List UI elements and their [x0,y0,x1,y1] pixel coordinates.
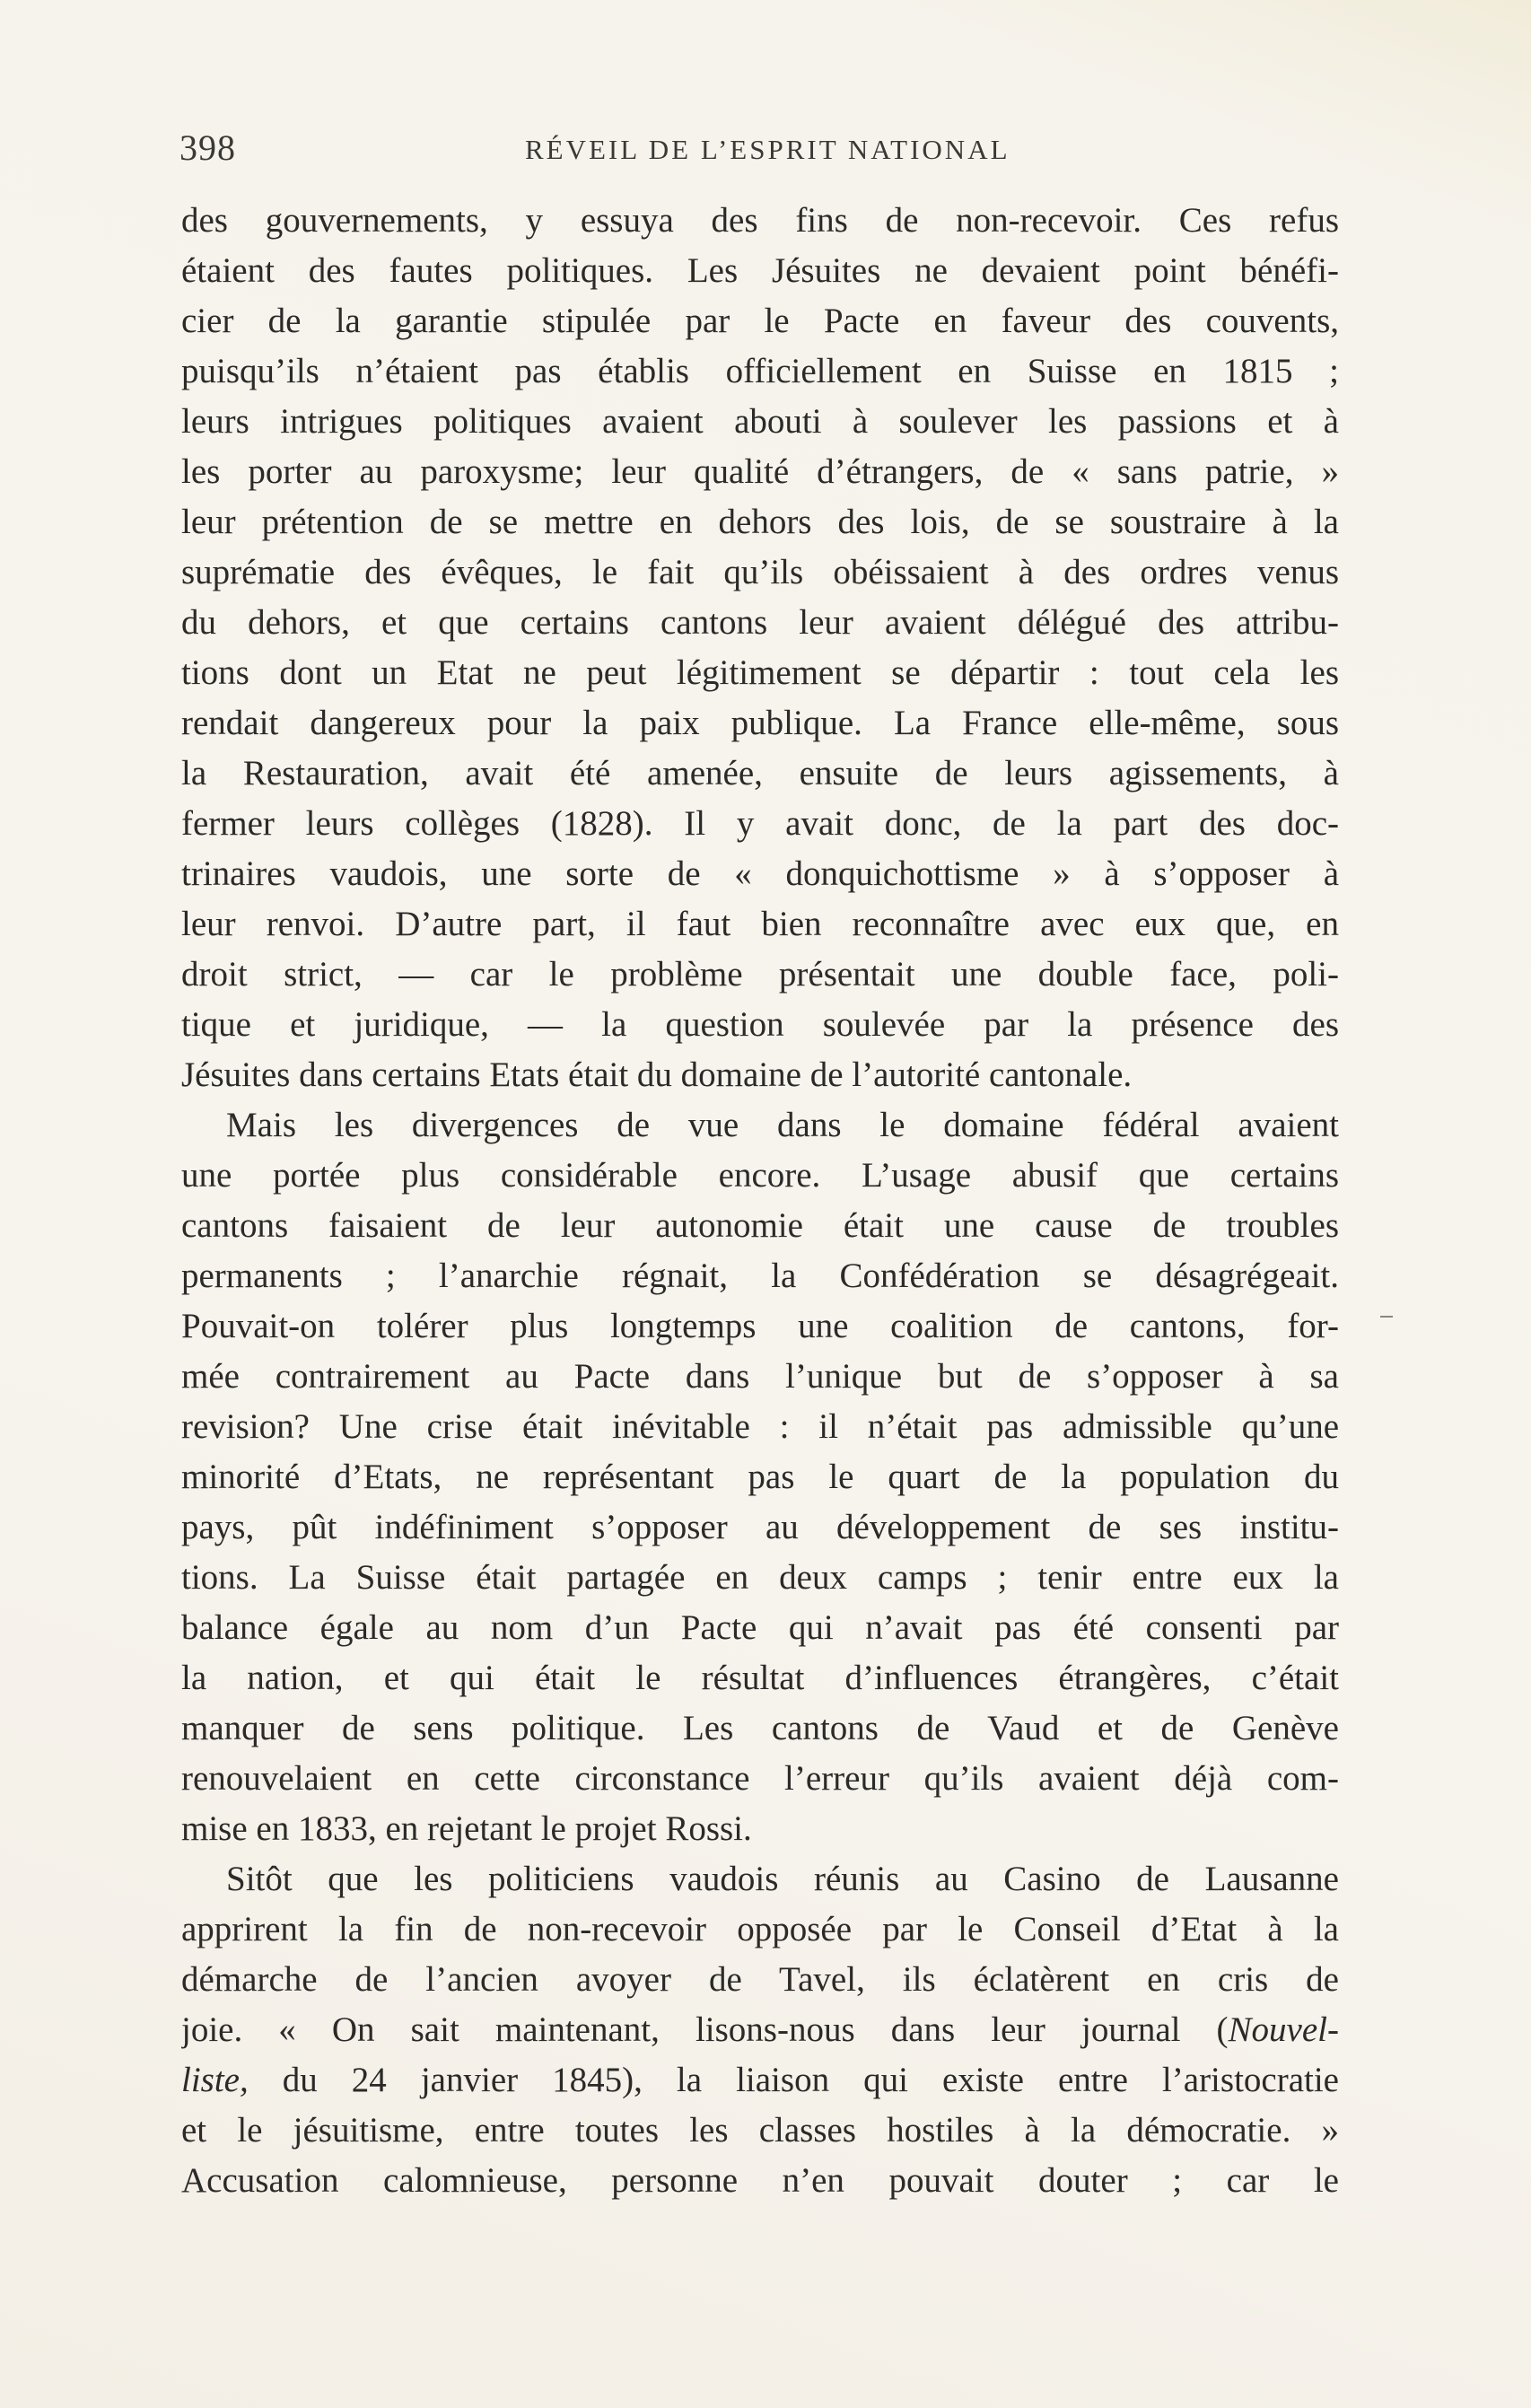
text-line: la Restauration, avait été amenée, ensuite de leurs agissements, à [181,754,1339,792]
text-line: Accusation calomnieuse, personne n’en pouvait douter ; car le [181,2161,1339,2200]
text-fragment: du 24 janvier 1845), la liaison qui existe entre l’aristocratie [248,2061,1339,2099]
text-line: cantons faisaient de leur autonomie était une cause de troubles [181,1206,1339,1245]
text-line: leurs intrigues politiques avaient abouti à soulever les passions et à [181,402,1339,441]
newspaper-title-italic-cont: liste, [181,2061,249,2099]
text-line: pays, pût indéfiniment s’opposer au développement de ses institu- [181,1508,1339,1546]
text-line: apprirent la fin de non-recevoir opposée par le Conseil d’Etat à la [181,1910,1339,1948]
text-line: une portée plus considérable encore. L’usage abusif que certains [181,1156,1339,1195]
text-fragment: joie. « On sait maintenant, lisons-nous dans leur journal ( [181,2010,1229,2049]
text-line: Jésuites dans certains Etats était du domaine de l’autorité cantonale. [181,1055,1133,1094]
text-line: mise en 1833, en rejetant le projet Rossi. [181,1809,752,1848]
text-line-with-italic [181,2055,1339,2106]
text-line: droit strict, — car le problème présentait une double face, poli- [181,955,1339,994]
text-line: la nation, et qui était le résultat d’influences étrangères, c’était [181,1659,1339,1697]
text-line: puisqu’ils n’étaient pas établis officiellement en Suisse en 1815 ; [181,352,1339,390]
text-line: mée contrairement au Pacte dans l’unique but de s’opposer à sa [181,1357,1339,1396]
text-line: les porter au paroxysme; leur qualité d’étrangers, de « sans patrie, » [181,452,1339,491]
margin-mark [1380,1316,1393,1318]
text-line: des gouvernements, y essuya des fins de non-recevoir. Ces refus [181,201,1339,240]
text-line: tions dont un Etat ne peut légitimement se départir : tout cela les [181,653,1339,692]
text-line: fermer leurs collèges (1828). Il y avait donc, de la part des doc- [181,804,1339,843]
text-line-paragraph-start: Mais les divergences de vue dans le domaine fédéral avaient [226,1106,1339,1144]
text-line: étaient des fautes politiques. Les Jésuites ne devaient point bénéfi- [181,251,1339,290]
page-number: 398 [179,127,236,168]
text-line: rendait dangereux pour la paix publique. La France elle-même, sous [181,704,1339,742]
text-line: leur prétention de se mettre en dehors des lois, de se soustraire à la [181,503,1339,541]
text-line: minorité d’Etats, ne représentant pas le quart de la population du [181,1458,1339,1496]
text-line: et le jésuitisme, entre toutes les classes hostiles à la démocratie. » [181,2111,1339,2150]
text-line: renouvelaient en cette circonstance l’erreur qu’ils avaient déjà com- [181,1759,1339,1798]
text-line: démarche de l’ancien avoyer de Tavel, ils éclatèrent en cris de [181,1960,1339,1999]
text-line: permanents ; l’anarchie régnait, la Confédération se désagrégeait. [181,1257,1339,1295]
text-line: suprématie des évêques, le fait qu’ils obéissaient à des ordres venus [181,553,1339,591]
text-line-with-italic [181,2005,1339,2055]
running-head [179,126,1346,180]
text-line: manquer de sens politique. Les cantons de Vaud et de Genève [181,1709,1339,1747]
text-line: trinaires vaudois, une sorte de « donquichottisme » à s’opposer à [181,854,1339,893]
text-line: leur renvoi. D’autre part, il faut bien reconnaître avec eux que, en [181,905,1339,943]
text-line: balance égale au nom d’un Pacte qui n’avait pas été consenti par [181,1608,1339,1647]
text-line: tions. La Suisse était partagée en deux camps ; tenir entre eux la [181,1558,1339,1597]
text-line: Pouvait-on tolérer plus longtemps une coalition de cantons, for- [181,1307,1339,1345]
text-line-paragraph-start: Sitôt que les politiciens vaudois réunis au Casino de Lausanne [226,1860,1339,1898]
text-line: du dehors, et que certains cantons leur avaient délégué des attribu- [181,603,1339,642]
body-text [181,196,1339,2206]
text-line: tique et juridique, — la question soulevée par la présence des [181,1005,1339,1044]
newspaper-title-italic: Nouvel- [1228,2010,1339,2049]
running-title: RÉVEIL DE L’ESPRIT NATIONAL [525,134,1010,165]
text-line: cier de la garantie stipulée par le Pacte en faveur des couvents, [181,302,1339,340]
text-line: revision? Une crise était inévitable : il n’était pas admissible qu’une [181,1407,1339,1446]
